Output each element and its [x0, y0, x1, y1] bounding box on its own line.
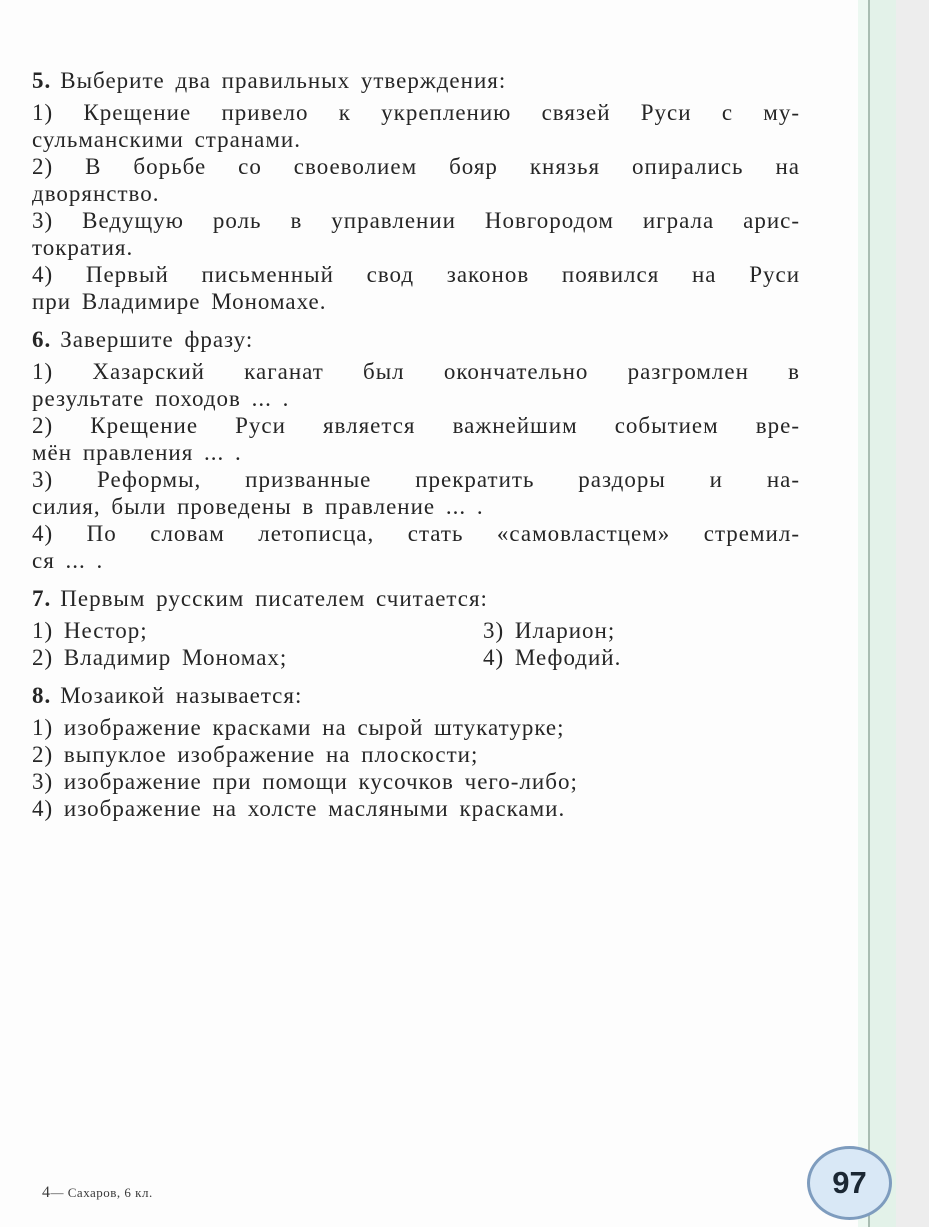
option-line: ся ... . — [32, 548, 104, 573]
option-line: 4) изображение на холсте масляными красками. — [32, 796, 566, 821]
question-title-text: Первым русским писателем считается: — [60, 586, 488, 611]
question-number: 8. — [32, 683, 52, 708]
question-title — [32, 585, 800, 612]
question-number: 6. — [32, 327, 52, 352]
option-line: 1) Хазарский каганат был окончательно разгромлен в — [32, 359, 800, 384]
option-line: 2) выпуклое изображение на плоскости; — [32, 742, 479, 767]
option-line: дворянство. — [32, 181, 160, 206]
option-line: 1) изображение красками на сырой штукатурке; — [32, 715, 565, 740]
question-6 — [32, 326, 800, 574]
option: 1) Нестор; — [32, 618, 148, 643]
option: 4) Мефодий. — [483, 645, 622, 670]
option-line: 3) изображение при помощи кусочков чего-либо; — [32, 769, 578, 794]
question-title-text: Завершите фразу: — [60, 327, 254, 352]
questions-area — [32, 67, 800, 833]
page-edge-line — [868, 0, 870, 1227]
option-line: 3) Реформы, призванные прекратить раздоры и на- — [32, 467, 800, 492]
question-title-text: Мозаикой называется: — [60, 683, 303, 708]
page-number: 97 — [832, 1165, 867, 1200]
options-column-2 — [483, 617, 800, 671]
question-number: 5. — [32, 68, 52, 93]
option-line: результате походов ... . — [32, 386, 290, 411]
option: 2) Владимир Мономах; — [32, 645, 288, 670]
page-number-badge — [807, 1146, 892, 1220]
option-line: при Владимире Мономахе. — [32, 289, 327, 314]
option-line: сульманскими странами. — [32, 127, 301, 152]
option-line: 3) Ведущую роль в управлении Новгородом играла арис- — [32, 208, 800, 233]
page-edge-highlight — [858, 0, 868, 1227]
option-line: 4) По словам летописца, стать «самовластцем» стремил- — [32, 521, 800, 546]
option-line: 1) Крещение привело к укреплению связей Руси с му- — [32, 100, 800, 125]
option-line: 2) Крещение Руси является важнейшим событием вре- — [32, 413, 800, 438]
option-line: силия, были проведены в правление ... . — [32, 494, 484, 519]
option: 3) Иларион; — [483, 618, 616, 643]
scan-margin — [896, 0, 929, 1227]
question-title — [32, 682, 800, 709]
question-title — [32, 67, 800, 94]
question-7 — [32, 585, 800, 671]
question-number: 7. — [32, 586, 52, 611]
option-line: тократия. — [32, 235, 134, 260]
option-line: 2) В борьбе со своеволием бояр князья опирались на — [32, 154, 800, 179]
option-line: мён правления ... . — [32, 440, 242, 465]
options-column-1 — [32, 617, 483, 671]
question-title — [32, 326, 800, 353]
option-line: 4) Первый письменный свод законов появился на Руси — [32, 262, 800, 287]
question-5 — [32, 67, 800, 315]
page-edge-strip — [870, 0, 896, 1227]
question-title-text: Выберите два правильных утверждения: — [60, 68, 507, 93]
options-columns — [32, 617, 800, 671]
question-8 — [32, 682, 800, 822]
printer-signature: 4— Сахаров, 6 кл. — [42, 1184, 153, 1201]
